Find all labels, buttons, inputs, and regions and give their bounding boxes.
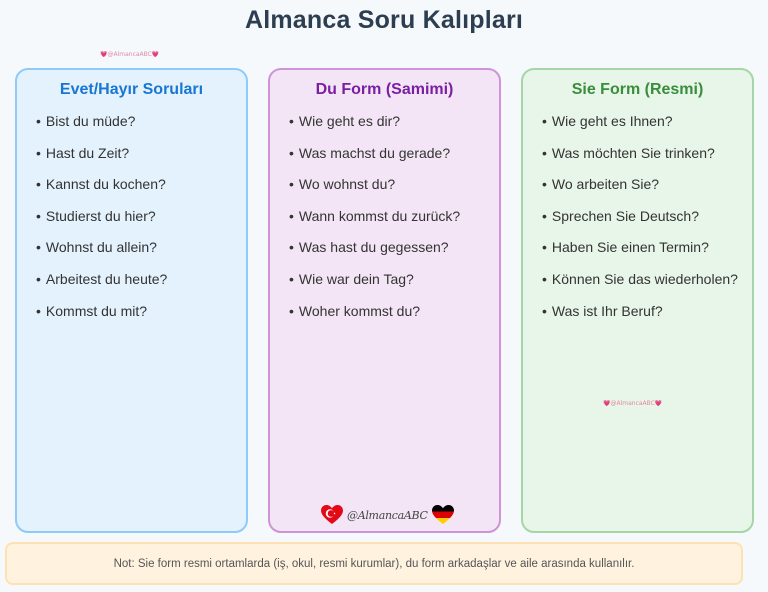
list-item: • Wie geht es dir?: [289, 113, 401, 129]
list-item: • Kannst du kochen?: [36, 176, 166, 193]
watermark-top: 💗@AlmancaABC💗: [100, 51, 160, 58]
turkey-flag-heart-icon: [321, 505, 343, 525]
list-item: • Können Sie das wiederholen?: [542, 270, 738, 287]
column-title: Du Form (Samimi): [315, 81, 454, 98]
signature-text: @AlmancaABC: [347, 508, 428, 522]
page-title: Almanca Soru Kalıpları: [244, 6, 524, 34]
column-title: Evet/Hayır Soruları: [59, 81, 204, 98]
column-yes-no-questions: [15, 68, 248, 533]
column-title: Sie Form (Resmi): [571, 81, 704, 98]
note-text: Not: Sie form resmi ortamlarda (iş, okul, resmi kurumlar), du form arkadaşlar ve aile arasında kullanılır.: [113, 557, 635, 570]
question-list: [523, 111, 752, 332]
germany-flag-heart-icon: [432, 505, 454, 525]
list-item: • Sprechen Sie Deutsch?: [542, 207, 699, 224]
watermark-right: 💗@AlmancaABC💗: [603, 400, 663, 407]
column-du-form: [268, 68, 501, 533]
list-item: • Wo arbeiten Sie?: [542, 176, 660, 193]
column-sie-form: [521, 68, 754, 533]
list-item: • Studierst du hier?: [36, 207, 156, 224]
list-item: • Bist du müde?: [36, 113, 136, 129]
list-item: • Wie geht es Ihnen?: [542, 113, 673, 129]
list-item: • Hast du Zeit?: [36, 144, 130, 161]
signature: [321, 505, 454, 525]
list-item: • Kommst du mit?: [36, 302, 148, 319]
list-item: • Was machst du gerade?: [289, 144, 451, 161]
question-list: [17, 111, 246, 332]
list-item: • Haben Sie einen Termin?: [542, 239, 709, 256]
list-item: • Wie war dein Tag?: [289, 270, 414, 287]
list-item: • Woher kommst du?: [289, 302, 421, 319]
list-item: • Wo wohnst du?: [289, 176, 396, 193]
list-item: • Was möchten Sie trinken?: [542, 144, 715, 161]
note-box: [5, 542, 743, 585]
list-item: • Wohnst du allein?: [36, 239, 157, 256]
list-item: • Arbeitest du heute?: [36, 270, 168, 287]
question-list: [270, 111, 499, 332]
list-item: • Wann kommst du zurück?: [289, 207, 461, 224]
list-item: • Was ist Ihr Beruf?: [542, 302, 663, 319]
list-item: • Was hast du gegessen?: [289, 239, 449, 256]
